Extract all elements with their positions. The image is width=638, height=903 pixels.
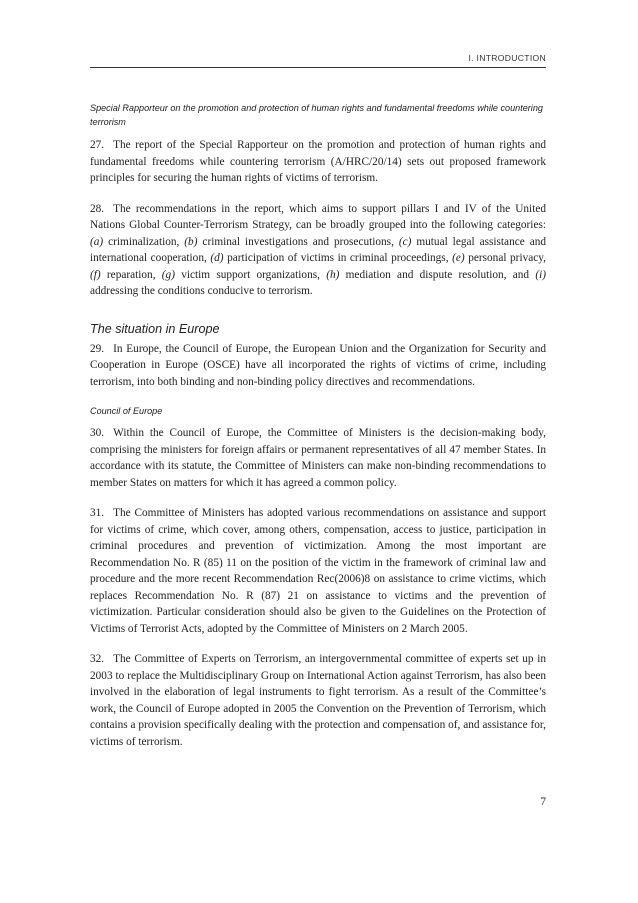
paragraph-32 <box>90 651 546 750</box>
paragraph-text: addressing the conditions conducive to terrorism. <box>90 285 313 297</box>
list-marker: (i) <box>535 268 546 281</box>
list-marker: (h) <box>326 268 340 281</box>
list-marker: (b) <box>184 235 198 248</box>
header-rule <box>90 67 546 68</box>
list-marker: (e) <box>452 252 465 264</box>
paragraph-text: mediation and dispute resolution, and <box>339 268 536 281</box>
running-head: I. INTRODUCTION <box>468 53 546 63</box>
paragraph-31 <box>90 505 546 637</box>
paragraph-number: 32. <box>90 653 105 665</box>
paragraph-text: reparation, <box>100 268 162 281</box>
paragraph-text: The recommendations in the report, which aims to support pillars I and IV of the United Nations Global Counter-Terrorism Strategy, can be broadly grouped into the following categories: <box>90 202 546 231</box>
paragraph-29 <box>90 341 546 391</box>
paragraph-text: victim support organizations, <box>174 268 327 281</box>
paragraph-number: 30. <box>90 427 105 439</box>
paragraph-text: participation of victims in criminal proceedings, <box>223 252 453 264</box>
intro-heading: Special Rapporteur on the promotion and protection of human rights and fundamental freedoms while countering terrorism <box>90 103 543 127</box>
paragraph-number: 27. <box>90 139 105 151</box>
paragraph-text: criminal investigations and prosecutions, <box>197 235 399 248</box>
paragraph-number: 29. <box>90 342 105 355</box>
page-number: 7 <box>540 796 546 808</box>
paragraph-30 <box>90 425 546 491</box>
paragraph-text: The report of the Special Rapporteur on the promotion and protection of human rights and fundamental freedoms while countering terrorism (A/HRC/20/14) sets out proposed framework principles for securing the human rights of victims of terrorism. <box>90 139 546 184</box>
paragraph-text: In Europe, the Council of Europe, the European Union and the Organization for Security and Cooperation in Europe (OSCE) have all incorporated the rights of victims of crime, including terrorism, into both binding and non-binding policy directives and recommendations. <box>90 342 546 388</box>
paragraph-text: criminalization, <box>103 235 185 248</box>
paragraph-28 <box>90 201 546 300</box>
paragraph-number: 31. <box>90 507 105 519</box>
paragraph-text: The Committee of Ministers has adopted various recommendations on assistance and support for victims of crime, which cover, among others, compensation, access to justice, participation in criminal procedures and prevention of victimization. Among the most important are Recommendation No. R (85) 11 on the position of the victim in the framework of criminal law and procedure and the more recent Recommendation Rec(2006)8 on assistance to crime victims, which replaces Recommendation No. R (87) 21 on assistance to victims and the prevention of victimization. Particular consideration should also be given to the Guidelines on the Protection of Victims of Terrorist Acts, adopted by the Committee of Ministers on 2 March 2005. <box>90 507 546 635</box>
list-marker: (g) <box>161 268 175 281</box>
list-marker: (d) <box>210 252 224 264</box>
list-marker: (f) <box>90 268 101 281</box>
page-content <box>90 101 546 764</box>
section-title: The situation in Europe <box>90 321 220 336</box>
subsection-title: Council of Europe <box>90 406 163 416</box>
list-marker: (c) <box>398 235 412 248</box>
paragraph-text: personal privacy, <box>464 252 546 264</box>
list-marker: (a) <box>90 235 104 248</box>
paragraph-text: mutual legal assistance and international cooperation, <box>90 235 547 264</box>
paragraph-27 <box>90 137 546 187</box>
paragraph-text: The Committee of Experts on Terrorism, an intergovernmental committee of experts set up in 2003 to replace the Multidisciplinary Group on International Action against Terrorism, has also been involved in the elaboration of legal instruments to fight terrorism. As a result of the Committee’s work, the Council of Europe adopted in 2005 the Convention on the Prevention of Terrorism, which contains a provision specifically dealing with the protection and compensation of, and assistance for, victims of terrorism. <box>90 653 546 748</box>
paragraph-text: Within the Council of Europe, the Committee of Ministers is the decision-making body, comprising the ministers for foreign affairs or permanent representatives of all 47 member States. In accordance with its statute, the Committee of Ministers can make non-binding recommendations to member States on matters for which it has agreed a common policy. <box>90 427 546 489</box>
paragraph-number: 28. <box>90 202 105 215</box>
